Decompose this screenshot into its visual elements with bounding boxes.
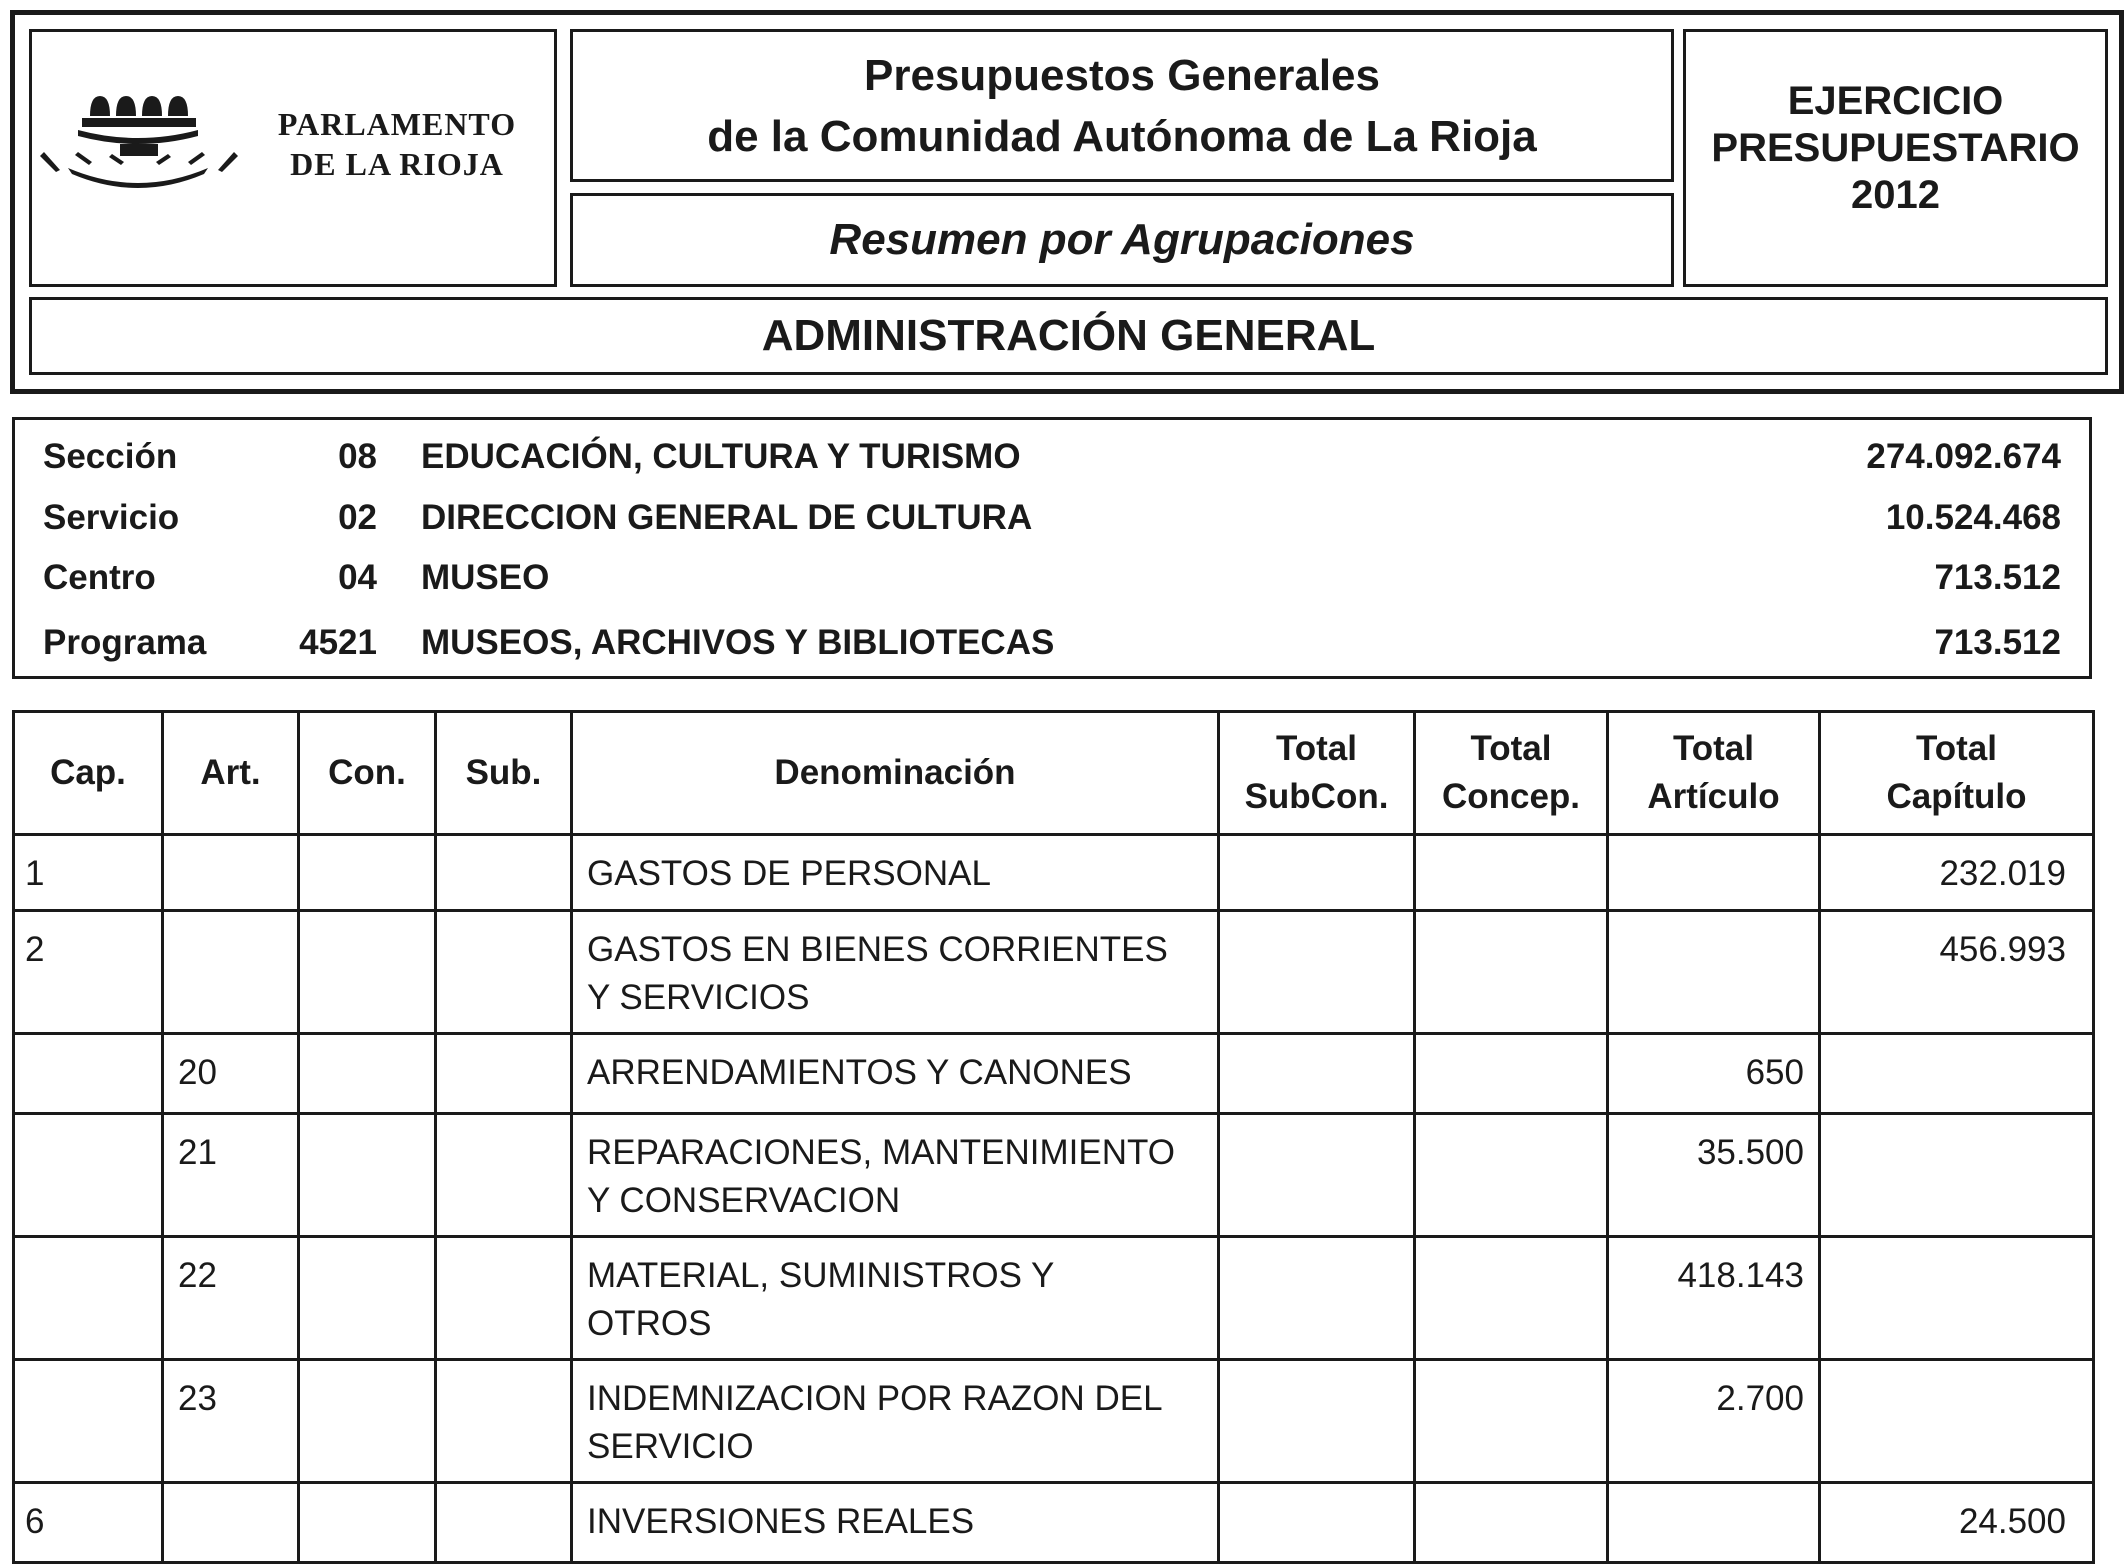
parliament-name [254, 104, 540, 184]
cell-denominacion [572, 1034, 1219, 1114]
cell-total-subcon [1219, 1114, 1415, 1237]
parliament-name-line2: DE LA RIOJA [290, 146, 504, 182]
cell-total-concep [1415, 1114, 1608, 1237]
parliament-emblem-icon [38, 82, 248, 192]
cell-cap: 6 [14, 1483, 163, 1563]
denominacion-line: ARRENDAMIENTOS Y CANONES [587, 1053, 1132, 1092]
denominacion-line: GASTOS EN BIENES CORRIENTES [587, 930, 1168, 969]
header-total-articulo [1608, 712, 1820, 835]
table-row [14, 1114, 2094, 1237]
administration-banner [29, 297, 2108, 375]
denominacion-line: INVERSIONES REALES [587, 1502, 975, 1541]
cell-total-articulo: 2.700 [1608, 1360, 1820, 1483]
cell-total-capitulo [1820, 1034, 2094, 1114]
cell-con [299, 1237, 436, 1360]
cell-cap [14, 1034, 163, 1114]
cell-denominacion [572, 1483, 1219, 1563]
cell-denominacion [572, 1237, 1219, 1360]
cell-total-concep [1415, 1237, 1608, 1360]
denominacion-line: Y CONSERVACION [587, 1181, 901, 1220]
cell-art [163, 835, 299, 911]
section-info-panel [12, 417, 2092, 679]
denominacion-line: MATERIAL, SUMINISTROS Y [587, 1256, 1055, 1295]
table-row [14, 911, 2094, 1034]
cell-total-subcon [1219, 1237, 1415, 1360]
cell-sub [436, 1114, 572, 1237]
parliament-logo-panel [29, 29, 557, 287]
cell-total-subcon [1219, 1034, 1415, 1114]
header-line: Concep. [1441, 777, 1581, 816]
cell-con [299, 1483, 436, 1563]
cell-total-concep [1415, 1034, 1608, 1114]
info-name: DIRECCION GENERAL DE CULTURA [421, 498, 1033, 537]
cell-total-articulo [1608, 911, 1820, 1034]
info-row-programa [15, 618, 2089, 668]
cell-total-subcon [1219, 1360, 1415, 1483]
document-title [570, 29, 1674, 182]
cell-total-articulo [1608, 1483, 1820, 1563]
cell-sub [436, 1483, 572, 1563]
cell-cap: 2 [14, 911, 163, 1034]
cell-cap [14, 1114, 163, 1237]
cell-sub [436, 1034, 572, 1114]
denominacion-line: GASTOS DE PERSONAL [587, 854, 991, 893]
header-denominacion: Denominación [572, 712, 1219, 835]
cell-total-capitulo [1820, 1237, 2094, 1360]
header-line: Total [1672, 729, 1754, 768]
cell-con [299, 1360, 436, 1483]
exercise-year: 2012 [1851, 172, 1940, 217]
table-row [14, 1034, 2094, 1114]
info-code: 04 [338, 558, 377, 597]
cell-sub [436, 911, 572, 1034]
cell-total-subcon [1219, 835, 1415, 911]
cell-total-capitulo: 456.993 [1820, 911, 2094, 1034]
document-subtitle [570, 193, 1674, 287]
info-name: MUSEOS, ARCHIVOS Y BIBLIOTECAS [421, 623, 1055, 662]
table-row [14, 1237, 2094, 1360]
cell-total-capitulo [1820, 1360, 2094, 1483]
cell-total-concep [1415, 1360, 1608, 1483]
info-label: Sección [43, 437, 178, 476]
cell-total-capitulo: 232.019 [1820, 835, 2094, 911]
header-total-concep [1415, 712, 1608, 835]
header-cap: Cap. [14, 712, 163, 835]
info-label: Programa [43, 623, 207, 662]
exercise-line1: EJERCICIO [1787, 78, 2004, 123]
cell-sub [436, 835, 572, 911]
cell-art: 23 [163, 1360, 299, 1483]
cell-total-articulo: 650 [1608, 1034, 1820, 1114]
info-name: MUSEO [421, 558, 550, 597]
table-row [14, 835, 2094, 911]
info-code: 02 [338, 498, 377, 537]
header-line: Artículo [1647, 777, 1780, 816]
header-line: Total [1275, 729, 1357, 768]
info-amount: 713.512 [1934, 623, 2061, 662]
header-total-subcon [1219, 712, 1415, 835]
header-line: Total [1470, 729, 1552, 768]
info-amount: 274.092.674 [1866, 437, 2061, 476]
cell-cap [14, 1360, 163, 1483]
cell-denominacion [572, 835, 1219, 911]
cell-denominacion [572, 911, 1219, 1034]
cell-total-concep [1415, 835, 1608, 911]
subtitle-text: Resumen por Agrupaciones [829, 215, 1415, 264]
header-total-capitulo [1820, 712, 2094, 835]
cell-con [299, 1114, 436, 1237]
table-header-row [14, 712, 2094, 835]
cell-total-capitulo: 24.500 [1820, 1483, 2094, 1563]
cell-total-capitulo [1820, 1114, 2094, 1237]
cell-denominacion [572, 1360, 1219, 1483]
info-code: 08 [338, 437, 377, 476]
denominacion-line: REPARACIONES, MANTENIMIENTO [587, 1133, 1175, 1172]
header-line: Capítulo [1886, 777, 2027, 816]
info-name: EDUCACIÓN, CULTURA Y TURISMO [421, 437, 1021, 476]
header-con: Con. [299, 712, 436, 835]
budget-exercise-panel [1683, 29, 2108, 287]
exercise-line2: PRESUPUESTARIO [1711, 125, 2080, 170]
header-sub: Sub. [436, 712, 572, 835]
info-code: 4521 [299, 623, 377, 662]
cell-total-subcon [1219, 1483, 1415, 1563]
header-art: Art. [163, 712, 299, 835]
cell-art: 20 [163, 1034, 299, 1114]
info-row-centro [15, 553, 2089, 603]
header-line: SubCon. [1244, 777, 1389, 816]
cell-total-articulo: 35.500 [1608, 1114, 1820, 1237]
cell-art [163, 911, 299, 1034]
table-row [14, 1360, 2094, 1483]
denominacion-line: OTROS [587, 1304, 712, 1343]
info-label: Servicio [43, 498, 180, 537]
cell-cap: 1 [14, 835, 163, 911]
cell-sub [436, 1360, 572, 1483]
info-label: Centro [43, 558, 156, 597]
header-line: Total [1915, 729, 1997, 768]
info-amount: 713.512 [1934, 558, 2061, 597]
cell-con [299, 835, 436, 911]
cell-con [299, 1034, 436, 1114]
cell-total-subcon [1219, 911, 1415, 1034]
cell-art: 21 [163, 1114, 299, 1237]
info-amount: 10.524.468 [1885, 498, 2061, 537]
budget-table [12, 710, 2095, 1564]
cell-total-concep [1415, 1483, 1608, 1563]
administration-text: ADMINISTRACIÓN GENERAL [761, 311, 1376, 360]
info-row-seccion [15, 432, 2089, 482]
parliament-name-line1: PARLAMENTO [277, 106, 517, 142]
cell-art: 22 [163, 1237, 299, 1360]
title-line2: de la Comunidad Autónoma de La Rioja [707, 111, 1537, 161]
denominacion-line: INDEMNIZACION POR RAZON DEL [587, 1379, 1163, 1418]
cell-total-articulo [1608, 835, 1820, 911]
title-line1: Presupuestos Generales [863, 50, 1380, 100]
cell-sub [436, 1237, 572, 1360]
denominacion-line: SERVICIO [587, 1427, 754, 1466]
cell-cap [14, 1237, 163, 1360]
cell-art [163, 1483, 299, 1563]
denominacion-line: Y SERVICIOS [587, 978, 810, 1017]
cell-con [299, 911, 436, 1034]
cell-total-articulo: 418.143 [1608, 1237, 1820, 1360]
cell-denominacion [572, 1114, 1219, 1237]
info-row-servicio [15, 493, 2089, 543]
cell-total-concep [1415, 911, 1608, 1034]
table-row [14, 1483, 2094, 1563]
